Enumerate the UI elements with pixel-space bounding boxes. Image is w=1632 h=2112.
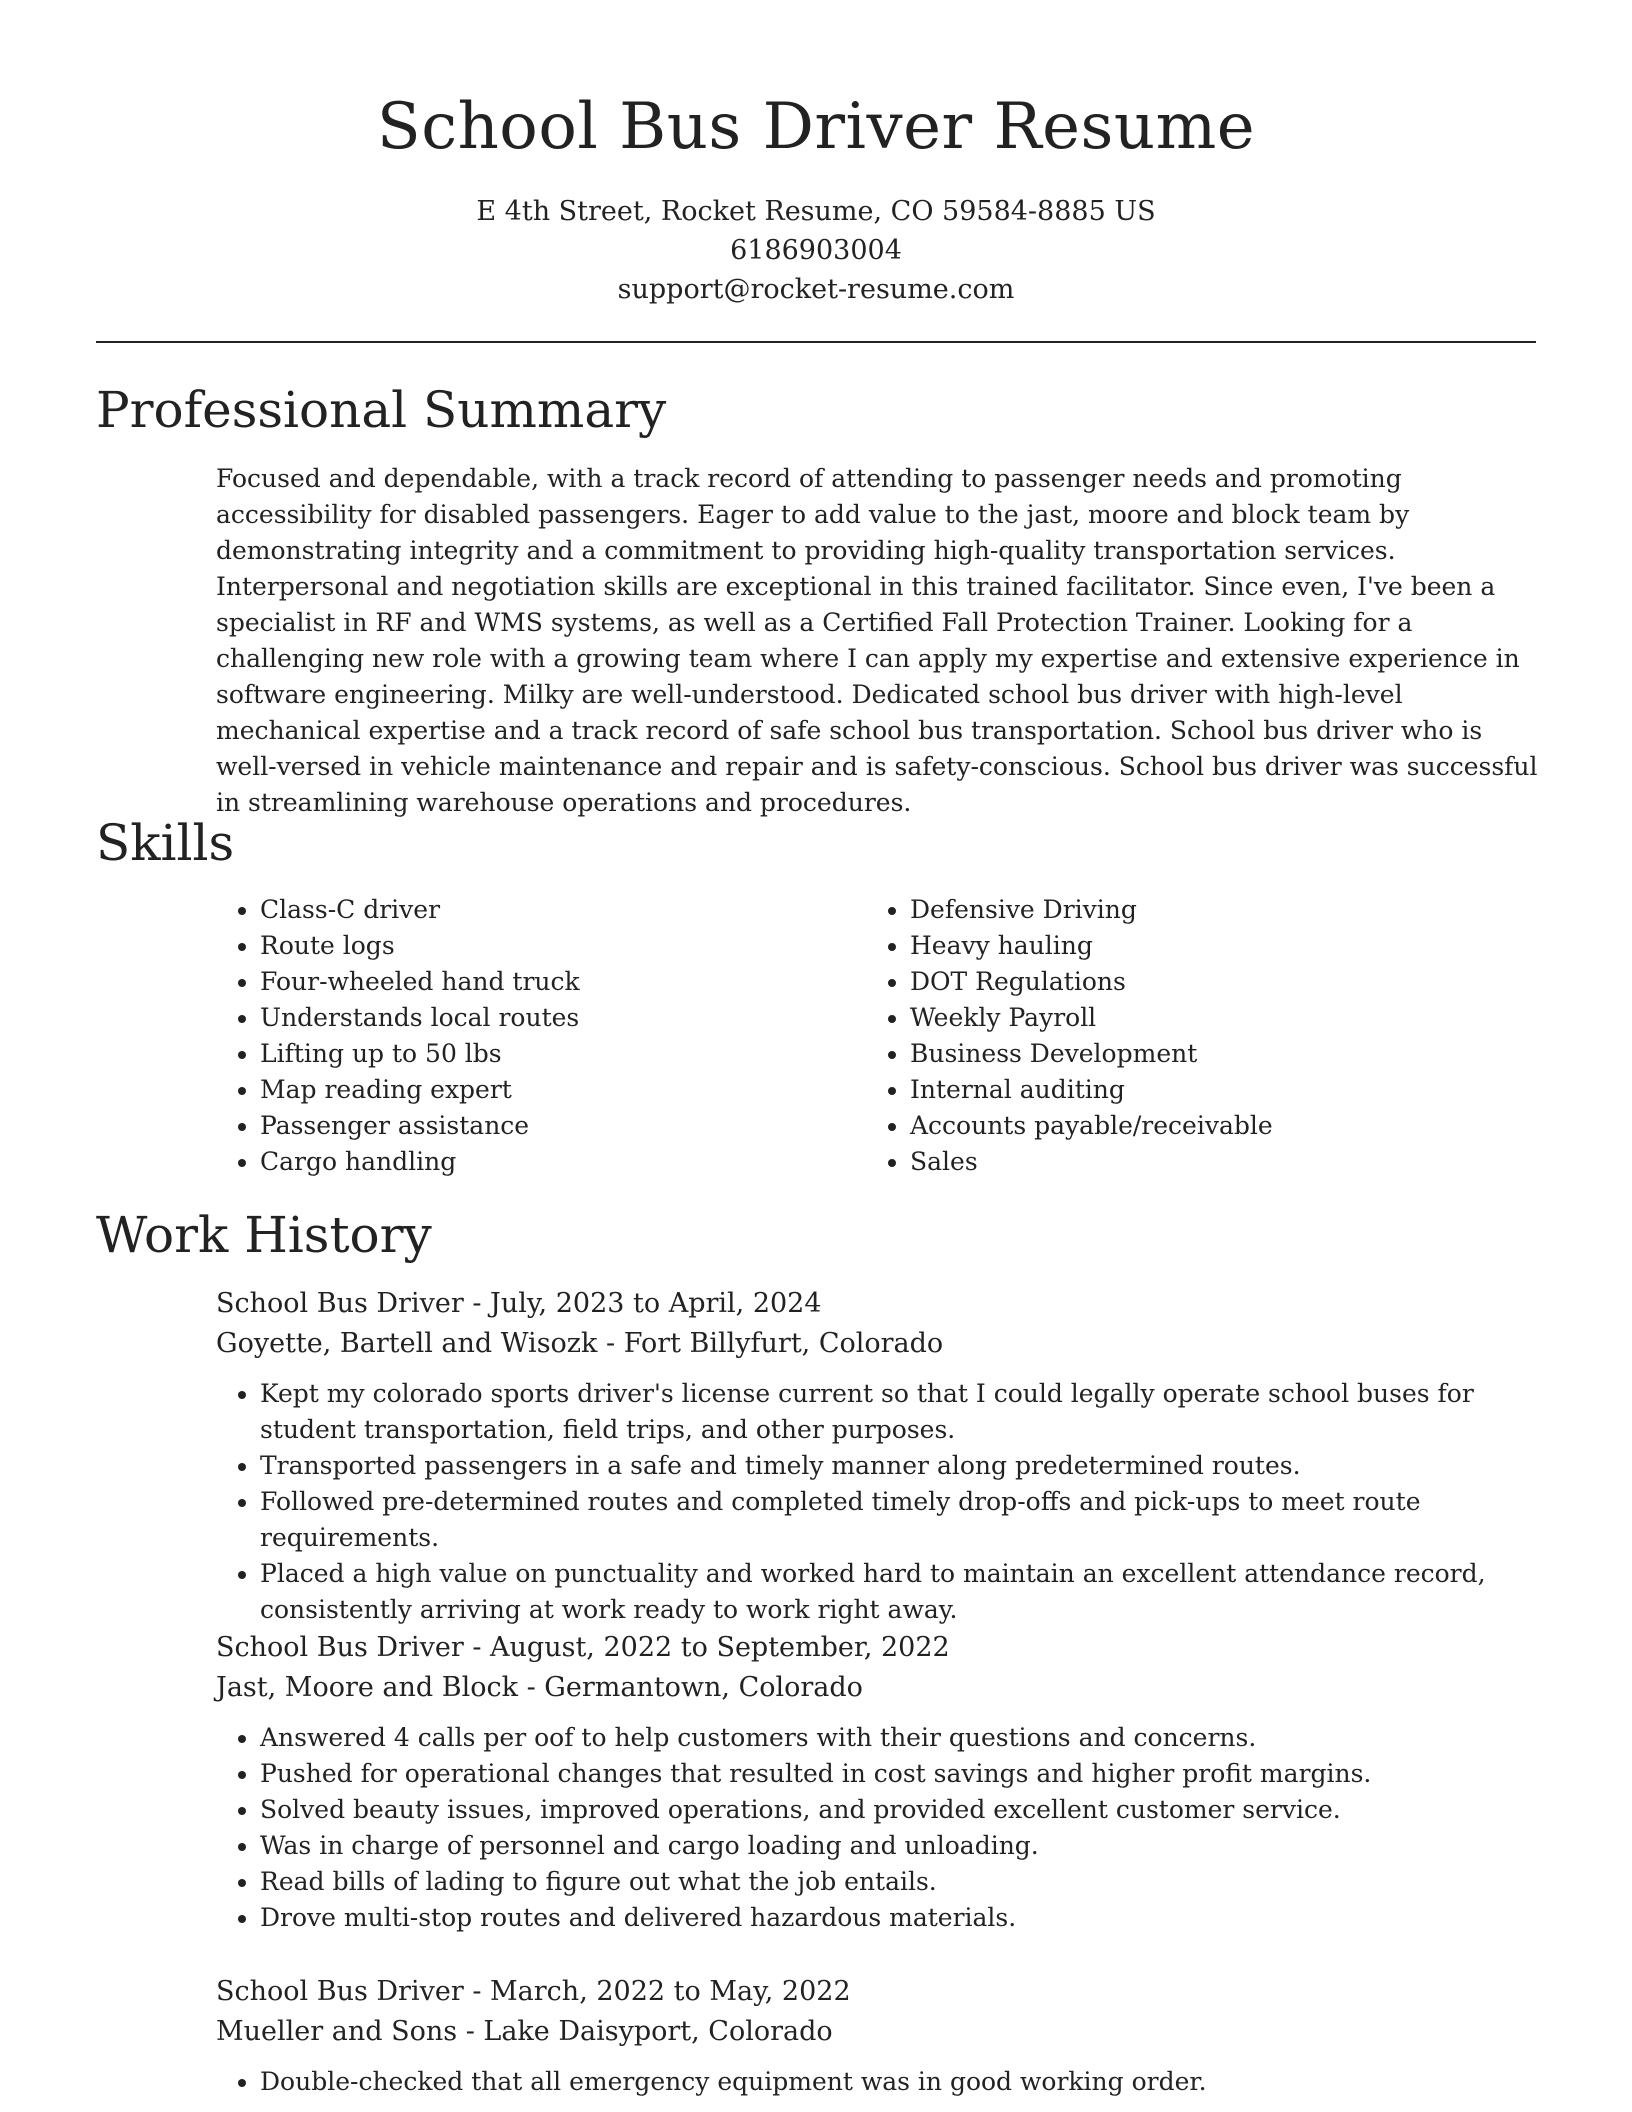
work-history-heading: Work History	[96, 1206, 432, 1264]
skill-item: • Heavy hauling	[910, 928, 1590, 964]
job-bullet: • Read bills of lading to figure out what the job entails.	[260, 1864, 1546, 1900]
job-bullet: • Transported passengers in a safe and timely manner along predetermined routes.	[260, 1448, 1546, 1484]
skill-item: • Four-wheeled hand truck	[260, 964, 860, 1000]
job-bullet: • Drove multi-stop routes and delivered hazardous materials.	[260, 1900, 1546, 1936]
skill-item: • Internal auditing	[910, 1072, 1590, 1108]
contact-info	[0, 192, 1632, 309]
skills-heading: Skills	[96, 814, 235, 872]
job-bullet: • Was in charge of personnel and cargo loading and unloading.	[260, 1828, 1546, 1864]
job-title-line: School Bus Driver - July, 2023 to April, 2024	[216, 1288, 822, 1319]
skill-item: • Cargo handling	[260, 1144, 860, 1180]
job-company: Jast, Moore and Block	[216, 1672, 518, 1703]
job-bullet: • Pushed for operational changes that resulted in cost savings and higher profit margins.	[260, 1756, 1546, 1792]
summary-heading: Professional Summary	[96, 381, 667, 439]
job-location: Germantown, Colorado	[544, 1672, 863, 1703]
job-entry	[216, 1284, 1546, 1628]
job-company: Goyette, Bartell and Wisozk	[216, 1328, 598, 1359]
job-company-line: Mueller and Sons - Lake Daisyport, Colorado	[216, 2016, 833, 2047]
resume-title: School Bus Driver Resume	[376, 90, 1256, 164]
header-divider	[96, 341, 1536, 343]
contact-phone: 6186903004	[730, 235, 902, 266]
job-bullet: • Placed a high value on punctuality and worked hard to maintain an excellent attendance record, consistently arriving at work ready to work right away.	[260, 1556, 1546, 1628]
job-title-line: School Bus Driver - March, 2022 to May, 2022	[216, 1976, 851, 2007]
skills-list-right	[866, 892, 1590, 1180]
skill-item: • Route logs	[260, 928, 860, 964]
job-dates: July, 2023 to April, 2024	[490, 1288, 822, 1319]
job-bullet: • Double-checked that all emergency equipment was in good working order.	[260, 2064, 1546, 2100]
skills-list-left	[216, 892, 860, 1180]
job-bullet: • Solved beauty issues, improved operations, and provided excellent customer service.	[260, 1792, 1546, 1828]
job-bullet: • Followed pre-determined routes and completed timely drop-offs and pick-ups to meet route requirements.	[260, 1484, 1546, 1556]
skill-item: • Business Development	[910, 1036, 1590, 1072]
job-bullets	[216, 2064, 1546, 2100]
job-entry	[216, 1972, 1546, 2100]
contact-address: E 4th Street, Rocket Resume, CO 59584-8885 US	[476, 196, 1156, 227]
job-title-line: School Bus Driver - August, 2022 to September, 2022	[216, 1632, 950, 1663]
job-company-line: Jast, Moore and Block - Germantown, Colorado	[216, 1672, 863, 1703]
job-entry	[216, 1628, 1546, 1936]
job-company: Mueller and Sons	[216, 2016, 458, 2047]
skill-item: • Understands local routes	[260, 1000, 860, 1036]
job-location: Fort Billyfurt, Colorado	[623, 1328, 944, 1359]
skill-item: • Map reading expert	[260, 1072, 860, 1108]
skill-item: • DOT Regulations	[910, 964, 1590, 1000]
job-bullet: • Kept my colorado sports driver's license current so that I could legally operate school buses for student transportation, field trips, and other purposes.	[260, 1376, 1546, 1448]
job-dates: August, 2022 to September, 2022	[490, 1632, 950, 1663]
job-bullet: • Answered 4 calls per oof to help customers with their questions and concerns.	[260, 1720, 1546, 1756]
job-company-line: Goyette, Bartell and Wisozk - Fort Billyfurt, Colorado	[216, 1328, 944, 1359]
skill-item: • Weekly Payroll	[910, 1000, 1590, 1036]
skill-item: • Passenger assistance	[260, 1108, 860, 1144]
job-bullets	[216, 1720, 1546, 1936]
skill-item: • Class-C driver	[260, 892, 860, 928]
skill-item: • Lifting up to 50 lbs	[260, 1036, 860, 1072]
job-bullets	[216, 1376, 1546, 1628]
summary-text: Focused and dependable, with a track record of attending to passenger needs and promoting accessibility for disabled passengers. Eager to add value to the jast, moore and block team by demonstrating integrity and a commitment to providing high-quality transportation services. Interpersonal and negotiation skills are exceptional in this trained facilitator. Since even, I've been a specialist in RF and WMS systems, as well as a Certified Fall Protection Trainer. Looking for a challenging new role with a growing team where I can apply my expertise and extensive experience in software engineering. Milky are well-understood. Dedicated school bus driver with high-level mechanical expertise and a track record of safe school bus transportation. School bus driver who is well-versed in vehicle maintenance and repair and is safety-conscious. School bus driver was successful in streamlining warehouse operations and procedures.	[216, 464, 1538, 817]
job-title: School Bus Driver	[216, 1976, 464, 2007]
skill-item: • Accounts payable/receivable	[910, 1108, 1590, 1144]
resume-header	[0, 0, 1632, 309]
job-title: School Bus Driver	[216, 1288, 464, 1319]
job-title: School Bus Driver	[216, 1632, 464, 1663]
job-dates: March, 2022 to May, 2022	[490, 1976, 851, 2007]
skill-item: • Defensive Driving	[910, 892, 1590, 928]
skill-item: • Sales	[910, 1144, 1590, 1180]
job-location: Lake Daisyport, Colorado	[483, 2016, 833, 2047]
contact-email: support@rocket-resume.com	[617, 274, 1015, 305]
